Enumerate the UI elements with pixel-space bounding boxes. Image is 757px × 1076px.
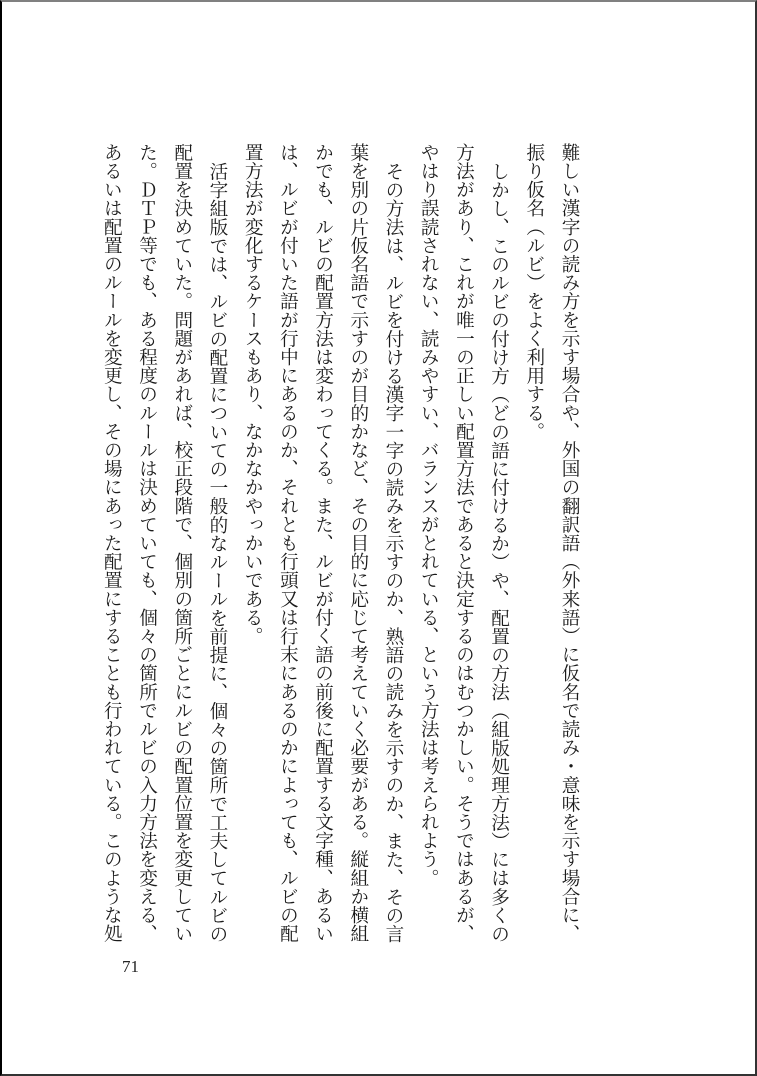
text-line-14: あるいは配置のルールを変更し、その場にあった配置にすることも行われている。このような処 — [101, 143, 123, 943]
text-line-13: た。ＤＴＰ等でも、ある程度のルールは決めていても、個々の箇所でルビの入力方法を変える、 — [136, 143, 158, 943]
text-line-12: 配置を決めていた。問題があれば、校正段階で、個別の箇所ごとにルビの配置位置を変更してい — [171, 143, 193, 943]
text-line-10: 置方法が変化するケースもあり、なかなかやっかいである。 — [242, 143, 264, 646]
text-line-4: 方法があり、これが唯一の正しい配置方法であると決定するのはむつかしい。そうではあるが、 — [453, 143, 475, 943]
text-line-2: 振り仮名（ルビ）をよく利用する。 — [523, 143, 545, 441]
text-line-6-paragraph-start: その方法は、ルビを付ける漢字一字の読みを示すのか、熟語の読みを示すのか、また、その言 — [382, 161, 404, 943]
page-number: 71 — [122, 957, 139, 976]
vertical-text-block — [94, 143, 587, 953]
text-line-5: やはり誤読されない、読みやすい、バランスがとれている、という方法は考えられよう。 — [418, 143, 440, 887]
text-line-8: かでも、ルビの配置方法は変わってくる。また、ルビが付く語の前後に配置する文字種、あるい — [312, 143, 334, 943]
text-line-11-paragraph-start: 活字組版では、ルビの配置についての一般的なルールを前提に、個々の箇所で工夫してルビの — [206, 161, 228, 943]
text-line-9: は、ルビが付いた語が行中にあるのか、それとも行頭又は行末にあるのかによっても、ルビの配 — [277, 143, 299, 943]
text-line-7: 葉を別の片仮名語で示すのが目的かなど、その目的に応じて考えていく必要がある。縦組か横組 — [347, 143, 369, 943]
text-line-1: 難しい漢字の読み方を示す場合や、外国の翻訳語（外来語）に仮名で読み・意味を示す場合に、 — [559, 143, 580, 943]
text-line-3-paragraph-start: しかし、このルビの付け方（どの語に付けるか）や、配置の方法（組版処理方法）には多くの — [488, 161, 510, 943]
